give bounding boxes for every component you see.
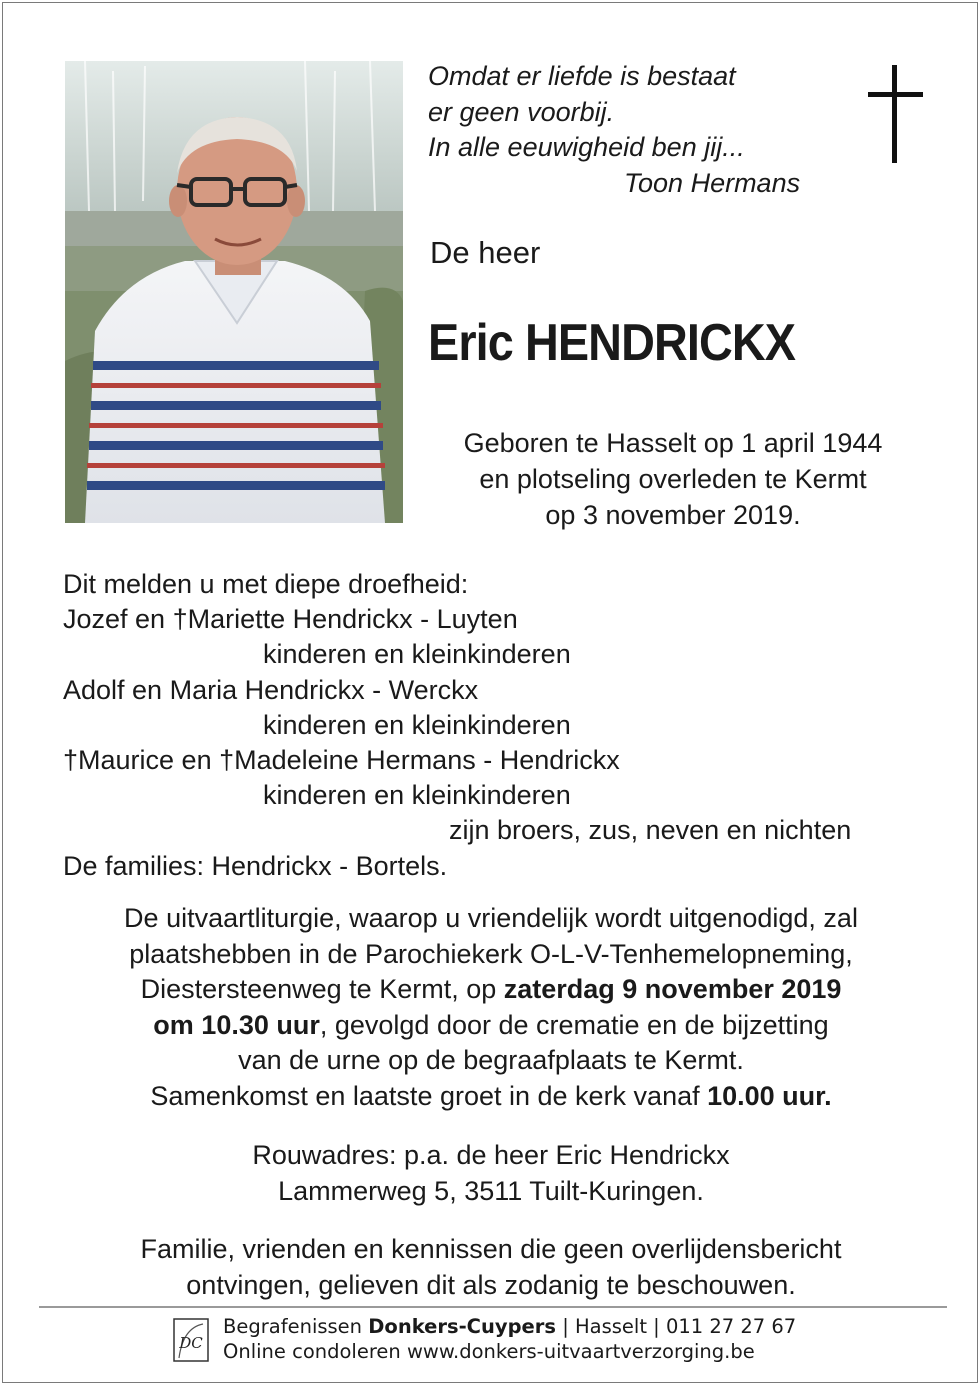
family-line: †Maurice en †Madeleine Hermans - Hendrickx [63, 745, 620, 776]
mourning-address [43, 1138, 939, 1209]
notice-text [43, 1232, 939, 1303]
company-name: Donkers-Cuypers [368, 1315, 556, 1338]
mourners-intro: Dit melden u met diepe droefheid: [63, 569, 469, 599]
logo-monogram: DC [179, 1334, 203, 1352]
service-text: Diestersteenweg te Kermt, op [140, 974, 504, 1004]
poem-line: Omdat er liefde is bestaat [428, 61, 736, 91]
relatives-line: zijn broers, zus, neven en nichten [449, 815, 852, 846]
service-line: van de urne op de begraafplaats te Kermt. [238, 1045, 744, 1075]
footer-text [223, 1314, 796, 1364]
cross-icon [865, 65, 925, 163]
service-text: , gevolgd door de crematie en de bijzetting [319, 1009, 829, 1040]
poem-line: er geen voorbij. [428, 96, 615, 127]
deceased-name: Eric HENDRICKX [428, 314, 796, 372]
gathering-time: 10.00 uur. [707, 1080, 832, 1111]
footer-phone: 011 27 27 67 [665, 1315, 797, 1338]
footer-divider [39, 1306, 947, 1308]
service-text: Samenkomst en laatste groet in de kerk vanaf [150, 1080, 708, 1111]
poem [428, 59, 800, 201]
poem-line: In alle eeuwigheid ben jij... [428, 132, 745, 162]
family-sub-line: kinderen en kleinkinderen [263, 709, 571, 740]
birth-death-info [423, 425, 923, 533]
birth-line: Geboren te Hasselt op 1 april 1944 [463, 428, 883, 458]
service-details [43, 901, 939, 1114]
website-link[interactable]: www.donkers-uitvaartverzorging.be [406, 1340, 755, 1363]
service-line [43, 972, 939, 1008]
mourners-list [63, 567, 923, 884]
online-label: Online condoleren [223, 1340, 407, 1363]
address-line: Rouwadres: p.a. de heer Eric Hendrickx [252, 1140, 730, 1170]
service-date: zaterdag 9 november 2019 [503, 974, 842, 1004]
service-line: De uitvaartliturgie, waarop u vriendelijk wordt uitgenodigd, zal [124, 903, 858, 933]
portrait-illustration [65, 61, 403, 523]
birth-line: op 3 november 2019. [545, 500, 801, 530]
service-line: plaatshebben in de Parochiekerk O-L-V-Tenhemelopneming, [129, 938, 853, 969]
family-line: Adolf en Maria Hendrickx - Werckx [63, 674, 479, 705]
deceased-title: De heer [430, 235, 541, 270]
address-line: Lammerweg 5, 3511 Tuilt-Kuringen. [278, 1175, 704, 1206]
notice-line: ontvingen, gelieven dit als zodanig te beschouwen. [186, 1269, 796, 1300]
service-time: om 10.30 uur [153, 1009, 320, 1040]
family-line: Jozef en †Mariette Hendrickx - Luyten [63, 604, 518, 635]
footer-city: | Hasselt | [556, 1315, 666, 1338]
company-logo-icon [173, 1318, 209, 1362]
portrait-photo [65, 61, 403, 523]
families-line: De families: Hendrickx - Bortels. [63, 850, 448, 881]
footer-prefix: Begrafenissen [223, 1315, 369, 1338]
notice-line: Familie, vrienden en kennissen die geen overlijdensbericht [140, 1234, 842, 1264]
obituary-card [2, 2, 978, 1383]
footer-line-online [223, 1339, 796, 1364]
family-sub-line: kinderen en kleinkinderen [263, 639, 571, 670]
service-line [43, 1079, 939, 1115]
poem-author: Toon Hermans [624, 167, 801, 198]
footer-line-company [223, 1314, 796, 1339]
birth-line: en plotseling overleden te Kermt [479, 464, 867, 494]
service-line [43, 1008, 939, 1044]
family-sub-line: kinderen en kleinkinderen [263, 780, 571, 811]
